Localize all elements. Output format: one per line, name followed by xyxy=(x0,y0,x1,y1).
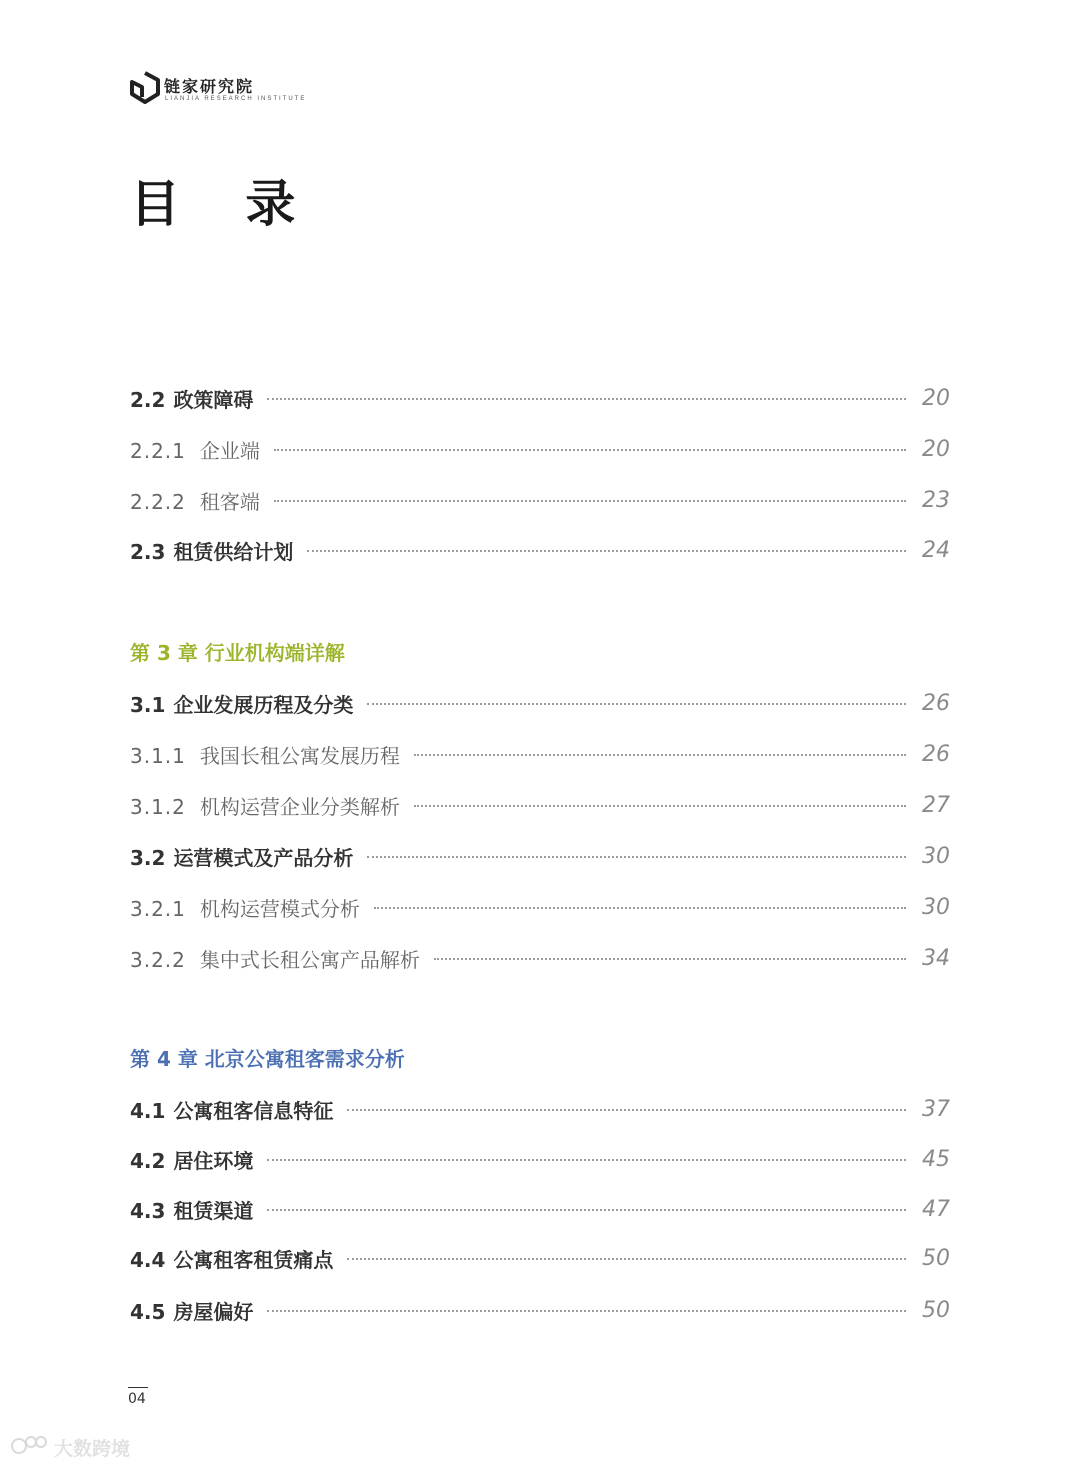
toc-entry-label xyxy=(130,689,367,718)
leader-dots xyxy=(307,550,906,552)
page-title: 目 录 xyxy=(130,175,320,233)
footer-rule xyxy=(128,1387,148,1388)
toc-entry-title: 政策障碍 xyxy=(173,387,254,412)
toc-entry-number: 3.2.1 xyxy=(130,896,186,921)
toc-entry-number: 2.2.1 xyxy=(130,438,186,463)
toc-entry-title: 企业端 xyxy=(199,438,260,463)
leader-dots xyxy=(347,1258,906,1260)
logo-name: 链家研究院 xyxy=(164,77,255,96)
toc-entry-number: 3.2 xyxy=(130,845,166,870)
toc-entry[interactable] xyxy=(130,739,950,769)
toc-entry[interactable] xyxy=(130,841,950,871)
toc-entry-number: 4.5 xyxy=(130,1299,166,1324)
leader-dots xyxy=(267,1159,906,1161)
toc-entry-title: 公寓租客租赁痛点 xyxy=(173,1247,334,1272)
leader-dots xyxy=(374,907,906,909)
toc-entry-page: 50 xyxy=(922,1245,950,1271)
toc-entry-label xyxy=(130,893,374,922)
toc-entry-label xyxy=(130,536,307,565)
toc-entry-title: 租客端 xyxy=(199,489,260,514)
toc-entry-number: 3.1.1 xyxy=(130,743,186,768)
toc-entry-page: 26 xyxy=(922,741,950,767)
toc-entry-label xyxy=(130,1095,347,1124)
toc-entry[interactable] xyxy=(130,892,950,922)
toc-entry-number: 2.2.2 xyxy=(130,489,186,514)
toc-entry-page: 30 xyxy=(922,843,950,869)
toc-entry-title: 我国长租公寓发展历程 xyxy=(199,743,400,768)
logo-subtitle: LIANJIA RESEARCH INSTITUTE xyxy=(165,96,307,102)
toc-entry-page: 37 xyxy=(922,1096,950,1122)
toc-entry-title: 公寓租客信息特征 xyxy=(173,1098,334,1123)
toc-entry-page: 27 xyxy=(922,792,950,818)
page-number: 04 xyxy=(128,1391,146,1407)
toc-entry-page: 50 xyxy=(922,1297,950,1323)
toc-entry[interactable] xyxy=(130,1144,950,1174)
leader-dots xyxy=(267,398,906,400)
toc-entry[interactable] xyxy=(130,1094,950,1124)
lianjia-logo-icon xyxy=(128,70,162,106)
toc-entry[interactable] xyxy=(130,535,950,565)
leader-dots xyxy=(434,958,906,960)
leader-dots xyxy=(347,1109,906,1111)
toc-entry-page: 47 xyxy=(922,1196,950,1222)
toc-entry-number: 4.1 xyxy=(130,1098,166,1123)
leader-dots xyxy=(414,754,906,756)
toc-entry-number: 4.2 xyxy=(130,1148,166,1173)
toc-entry-page: 30 xyxy=(922,894,950,920)
toc-entry-label xyxy=(130,944,434,973)
leader-dots xyxy=(274,449,906,451)
toc-entry-label xyxy=(130,1244,347,1273)
chapter-4-heading[interactable]: 第 4 章 北京公寓租客需求分析 xyxy=(130,1047,405,1071)
leader-dots xyxy=(367,703,906,705)
toc-entry-page: 20 xyxy=(922,385,950,411)
toc-entry-page: 34 xyxy=(922,945,950,971)
toc-entry-number: 3.2.2 xyxy=(130,947,186,972)
toc-entry-title: 机构运营企业分类解析 xyxy=(199,794,400,819)
toc-entry-label xyxy=(130,1145,267,1174)
toc-entry-title: 集中式长租公寓产品解析 xyxy=(199,947,420,972)
leader-dots xyxy=(267,1310,906,1312)
toc-entry-number: 4.3 xyxy=(130,1198,166,1223)
toc-entry[interactable] xyxy=(130,383,950,413)
toc-entry-number: 4.4 xyxy=(130,1247,166,1272)
chapter-3-heading[interactable]: 第 3 章 行业机构端详解 xyxy=(130,641,345,665)
toc-entry-label xyxy=(130,384,267,413)
toc-entry-title: 机构运营模式分析 xyxy=(199,896,360,921)
leader-dots xyxy=(414,805,906,807)
toc-entry-page: 23 xyxy=(922,487,950,513)
toc-entry[interactable] xyxy=(130,1295,950,1325)
toc-entry-number: 2.3 xyxy=(130,539,166,564)
toc-entry-label xyxy=(130,842,367,871)
watermark-logo-icon xyxy=(10,1432,50,1458)
toc-entry[interactable] xyxy=(130,1194,950,1224)
toc-entry-label xyxy=(130,486,274,515)
toc-entry-title: 企业发展历程及分类 xyxy=(173,692,354,717)
toc-entry-title: 房屋偏好 xyxy=(173,1299,254,1324)
toc-entry-title: 租赁渠道 xyxy=(173,1198,254,1223)
toc-entry-label xyxy=(130,1195,267,1224)
toc-entry-page: 20 xyxy=(922,436,950,462)
toc-entry-number: 2.2 xyxy=(130,387,166,412)
toc-entry-label xyxy=(130,791,414,820)
leader-dots xyxy=(274,500,906,502)
watermark-text: 大数跨境 xyxy=(54,1438,131,1460)
toc-entry[interactable] xyxy=(130,1243,950,1273)
toc-entry[interactable] xyxy=(130,688,950,718)
toc-entry[interactable] xyxy=(130,943,950,973)
toc-entry-label xyxy=(130,740,414,769)
toc-entry-title: 居住环境 xyxy=(173,1148,254,1173)
toc-entry-label xyxy=(130,1296,267,1325)
toc-entry-page: 24 xyxy=(922,537,950,563)
toc-entry[interactable] xyxy=(130,485,950,515)
toc-entry[interactable] xyxy=(130,434,950,464)
toc-entry[interactable] xyxy=(130,790,950,820)
toc-entry-number: 3.1 xyxy=(130,692,166,717)
toc-entry-label xyxy=(130,435,274,464)
toc-entry-number: 3.1.2 xyxy=(130,794,186,819)
toc-entry-title: 运营模式及产品分析 xyxy=(173,845,354,870)
toc-entry-page: 26 xyxy=(922,690,950,716)
toc-entry-page: 45 xyxy=(922,1146,950,1172)
leader-dots xyxy=(367,856,906,858)
toc-entry-title: 租赁供给计划 xyxy=(173,539,294,564)
leader-dots xyxy=(267,1209,906,1211)
